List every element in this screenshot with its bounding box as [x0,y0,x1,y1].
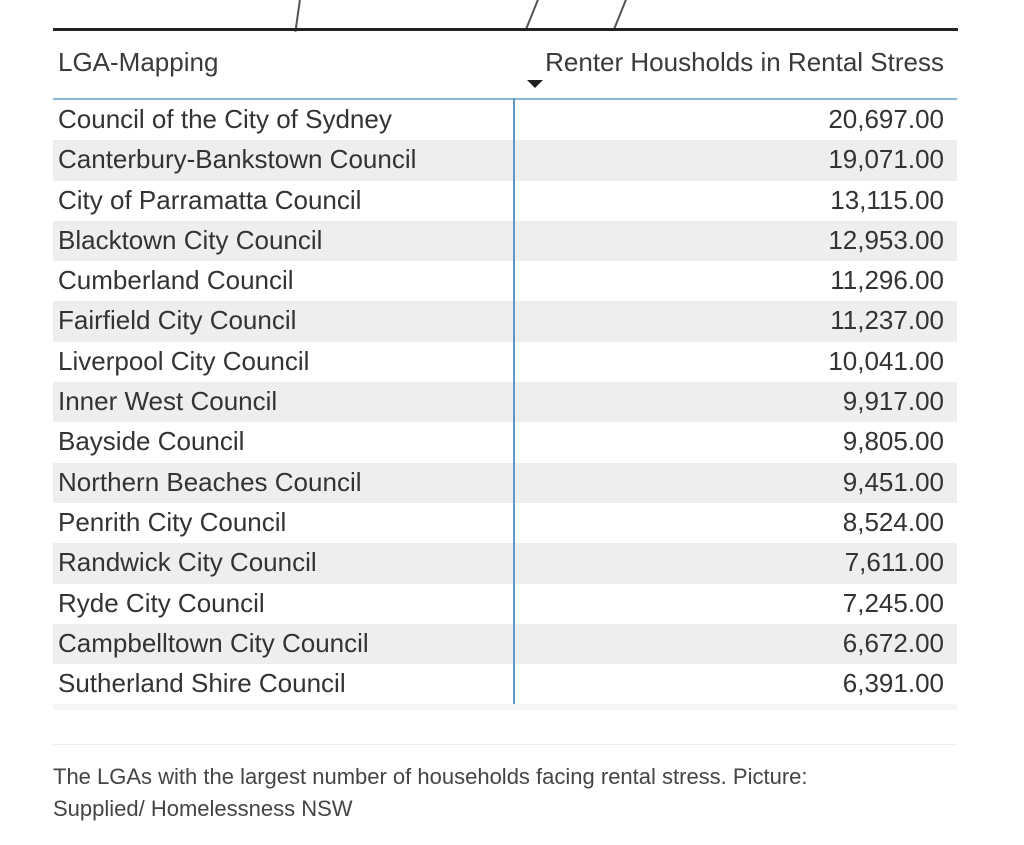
table-row[interactable] [53,140,957,180]
table-row[interactable] [53,543,957,583]
lga-name-cell: Cumberland Council [58,265,294,296]
rental-stress-value-cell: 7,245.00 [842,587,944,618]
chart-remnant-line [525,0,542,30]
lga-name-cell: Ryde City Council [58,587,265,618]
lga-name-cell: Council of the City of Sydney [58,104,392,134]
lga-name-cell: Campbelltown City Council [58,627,369,658]
lga-name-cell: Liverpool City Council [58,345,310,376]
lga-name-cell: Randwick City Council [58,547,317,578]
table-row[interactable] [53,221,957,261]
rental-stress-value-cell: 9,805.00 [842,426,944,457]
rental-stress-value-cell: 11,237.00 [830,305,944,336]
lga-name-cell: Bayside Council [58,426,245,457]
lga-name-cell: City of Parramatta Council [58,184,362,215]
chart-remnant-line [613,0,630,30]
rental-stress-value-cell: 8,524.00 [842,506,944,537]
rental-stress-value-cell: 10,041.00 [828,345,944,376]
table-row[interactable] [53,422,957,462]
rental-stress-value-cell: 7,611.00 [844,547,944,578]
rental-stress-value-cell: 19,071.00 [828,144,944,175]
lga-name-cell: Fairfield City Council [58,305,297,336]
rental-stress-value-cell: 12,953.00 [828,224,944,255]
table-header [53,31,957,100]
caption-divider [53,744,957,745]
rental-stress-value-cell: 6,391.00 [842,668,944,699]
sort-descending-icon[interactable] [527,80,543,88]
table-row[interactable] [53,301,957,341]
table-row[interactable] [53,584,957,624]
table-row[interactable] [53,100,957,140]
column-header-rental-stress[interactable]: Renter Housholds in Rental Stress [545,47,944,77]
rental-stress-table [53,31,957,704]
table-bottom-edge [53,704,957,710]
lga-name-cell: Northern Beaches Council [58,466,362,497]
table-row[interactable] [53,382,957,422]
table-body [53,100,957,704]
lga-name-cell: Penrith City Council [58,506,287,537]
table-row[interactable] [53,503,957,543]
lga-name-cell: Sutherland Shire Council [58,668,346,699]
table-row[interactable] [53,342,957,382]
rental-stress-value-cell: 9,451.00 [842,466,944,497]
table-row[interactable] [53,664,957,704]
lga-name-cell: Inner West Council [58,386,278,417]
rental-stress-value-cell: 13,115.00 [830,184,944,215]
table-row[interactable] [53,624,957,664]
lga-name-cell: Blacktown City Council [58,224,323,255]
rental-stress-value-cell: 9,917.00 [842,386,944,417]
rental-stress-value-cell: 11,296.00 [830,265,944,296]
image-caption: The LGAs with the largest number of households facing rental stress. Picture: Supplied/ Homelessness NSW [53,764,808,821]
table-row[interactable] [53,463,957,503]
lga-name-cell: Canterbury-Bankstown Council [58,144,417,175]
column-header-lga[interactable]: LGA-Mapping [58,47,219,77]
table-row[interactable] [53,261,957,301]
rental-stress-value-cell: 20,697.00 [828,104,944,134]
table-row[interactable] [53,181,957,221]
rental-stress-value-cell: 6,672.00 [842,627,944,658]
column-divider [513,98,515,710]
